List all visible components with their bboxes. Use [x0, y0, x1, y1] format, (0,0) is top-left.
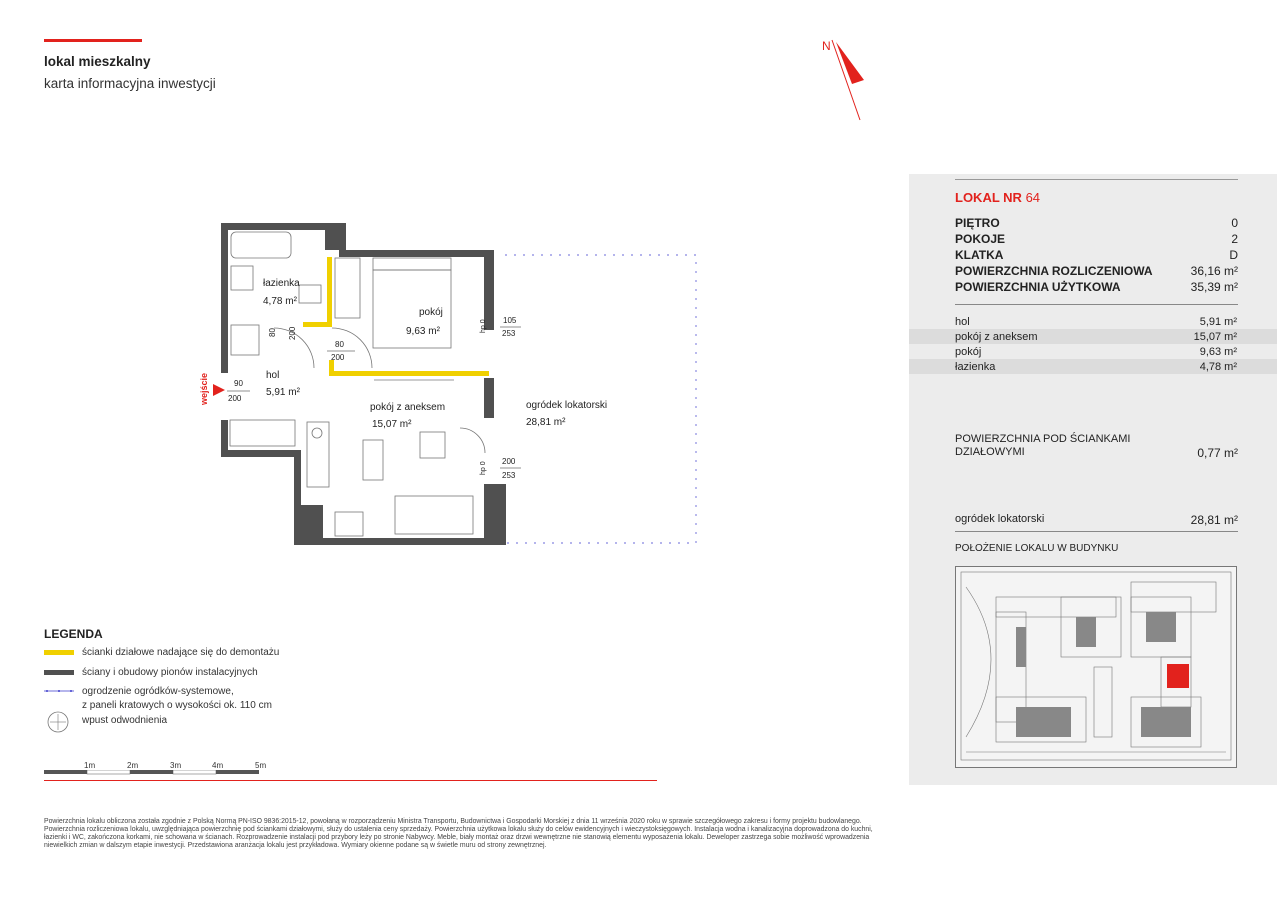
room-row-name: pokój z aneksem — [955, 330, 1038, 343]
compass-n-label: N — [822, 39, 831, 53]
lokal-number-heading — [955, 190, 1040, 205]
legend-drain-icon — [46, 710, 70, 734]
room-area-bedroom: 9,63 m² — [406, 326, 440, 337]
room-row-name: pokój — [955, 345, 982, 358]
room-area-garden: 28,81 m² — [526, 417, 566, 428]
partition-area-value: 0,77 m² — [1197, 446, 1238, 460]
entrance-label: wejście — [199, 372, 209, 405]
lokal-label: LOKAL NR — [955, 190, 1022, 205]
door-label-bath-top: 80 — [268, 328, 277, 337]
walls — [221, 223, 506, 545]
spec-row-staircase — [955, 248, 1238, 262]
spec-key: POKOJE — [955, 232, 1006, 246]
spec-row-billing-area — [955, 264, 1238, 278]
sofa — [395, 496, 473, 534]
table — [363, 440, 383, 480]
room-row-bathroom — [909, 359, 1277, 374]
garden-row — [955, 513, 1238, 527]
page-subtitle: karta informacyjna inwestycji — [44, 76, 216, 91]
spec-value: 0 — [1231, 216, 1238, 230]
partition-label-line-2: DZIAŁOWYMI — [955, 446, 1025, 458]
partition-area-row — [955, 446, 1238, 460]
legend-swatch-partition — [44, 650, 74, 655]
partition-label-line-1: POWIERZCHNIA POD ŚCIANKAMI — [955, 433, 1131, 445]
room-row-bedroom — [909, 344, 1277, 359]
north-arrow-icon — [818, 34, 870, 124]
spec-row-floor — [955, 216, 1238, 230]
legend-item-fence-1: ogrodzenie ogródków-systemowe, — [82, 686, 234, 697]
window-label-2-bottom: 253 — [502, 471, 516, 480]
room-name-hall: hol — [266, 370, 280, 381]
spec-value: 35,39 m² — [1190, 280, 1238, 294]
entrance-arrow-icon — [213, 384, 225, 396]
room-row-name: łazienka — [955, 360, 996, 373]
window-label-2-top: 200 — [502, 457, 516, 466]
room-row-area: 5,91 m² — [1199, 315, 1237, 328]
scale-label-4m: 4m — [212, 761, 224, 770]
garden-value: 28,81 m² — [1190, 513, 1238, 527]
room-name-living: pokój z aneksem — [370, 402, 446, 413]
door-label-room-top: 80 — [335, 340, 344, 349]
storage — [230, 420, 295, 446]
room-row-area: 15,07 m² — [1193, 330, 1237, 343]
legend-title: LEGENDA — [44, 627, 103, 641]
scale-label-3m: 3m — [170, 761, 182, 770]
spec-key: PIĘTRO — [955, 216, 1000, 230]
door-label-bath-bottom: 200 — [288, 326, 297, 340]
door-label-entry-top: 90 — [234, 379, 243, 388]
spec-value: D — [1229, 248, 1238, 262]
spec-key: POWIERZCHNIA UŻYTKOWA — [955, 280, 1121, 294]
room-row-hall — [909, 314, 1277, 329]
door-label-room-bottom: 200 — [331, 353, 345, 362]
scale-bar — [44, 770, 264, 776]
lokal-location-marker — [1167, 664, 1189, 688]
window-hp-1: hp 0 — [480, 319, 487, 333]
garden-fence — [505, 255, 696, 543]
spec-row-rooms — [955, 232, 1238, 246]
legend-fence-icon — [44, 688, 74, 694]
bathtub — [231, 232, 291, 258]
toilet — [299, 285, 321, 303]
legend-item-partition: ścianki działowe nadające się do demontażu — [82, 647, 280, 658]
spec-key: KLATKA — [955, 248, 1004, 262]
partition-area-label — [955, 433, 1238, 445]
building-location-map — [955, 566, 1237, 768]
footer-accent-rule — [44, 780, 657, 781]
divider — [955, 304, 1238, 305]
window-label-1-top: 105 — [503, 316, 517, 325]
window-hp-2: hp 0 — [480, 461, 487, 475]
window-label-1-bottom: 253 — [502, 329, 516, 338]
kitchen-counter — [307, 422, 329, 487]
header-accent-rule — [44, 39, 142, 42]
armchair — [420, 432, 445, 458]
floor-plan — [195, 220, 710, 550]
spec-value: 36,16 m² — [1190, 264, 1238, 278]
room-area-bathroom: 4,78 m² — [263, 296, 297, 307]
panel-top-rule — [955, 179, 1238, 180]
legend-item-wall: ściany i obudowy pionów instalacyjnych — [82, 667, 258, 678]
legend-swatch-wall — [44, 670, 74, 675]
divider — [955, 531, 1238, 532]
room-row-area: 4,78 m² — [1199, 360, 1237, 373]
wardrobe — [335, 258, 360, 318]
room-row-area: 9,63 m² — [1199, 345, 1237, 358]
room-name-bathroom: łazienka — [263, 278, 300, 289]
scale-label-1m: 1m — [84, 761, 96, 770]
lokal-number: 64 — [1025, 190, 1041, 205]
door-label-entry-bottom: 200 — [228, 394, 242, 403]
spec-row-usable-area — [955, 280, 1238, 294]
location-title — [955, 543, 1238, 554]
shower-cabinet — [231, 325, 259, 355]
spec-key: POWIERZCHNIA ROZLICZENIOWA — [955, 264, 1153, 278]
floor-drain-icon — [312, 428, 322, 438]
legal-disclaimer: Powierzchnia lokalu obliczona została zgodnie z Polską Normą PN-ISO 9836:2015-12, powołaną w rozporządzeniu Ministra Transportu, Budownictwa i Gospodarki Morskiej z dnia 11 września 2020 roku w sprawie szczegółowego zakresu i formy projektu budowlanego. Powierzchnia rozliczeniowa lokalu, uwzględniająca powierzchnię pod ściankami działowymi, służy do ustalenia ceny sprzedaży. Powierzchnia użytkowa lokalu służy do celów ewidencyjnych i wieczystoksięgowych. Instalacja wodna i kanalizacyjna doprowadzona do kuchni, łazienki i WC, zakończona korkami, nie schowana w ścianach. Rozprowadzenie instalacji pod przybory leży po stronie Nabywcy. Meble, biały montaż oraz drzwi wewnętrzne nie stanowią elementu wyposażenia lokalu. Deweloper zastrzega sobie możliwość wprowadzenia niewielkich zmian w dalszym etapie inwestycji. Przedstawiona aranżacja lokalu jest przykładowa. Wymiary okienne podane są w świetle muru od strony zewnętrznej. — [44, 818, 873, 850]
room-area-hall: 5,91 m² — [266, 387, 300, 398]
cooktop — [335, 512, 363, 536]
scale-label-2m: 2m — [127, 761, 139, 770]
door-swing-terrace — [460, 428, 485, 453]
room-row-name: hol — [955, 315, 970, 328]
room-name-bedroom: pokój — [419, 307, 443, 318]
bed-headboard — [373, 258, 451, 270]
room-area-living: 15,07 m² — [372, 419, 412, 430]
washbasin — [231, 266, 253, 290]
site-plan-drawing — [956, 567, 1236, 767]
legend-item-fence-2: z paneli kratowych o wysokości ok. 110 cm — [82, 700, 272, 711]
location-title-text: POŁOŻENIE LOKALU W BUDYNKU — [955, 543, 1119, 554]
garden-label: ogródek lokatorski — [955, 513, 1045, 525]
scale-label-5m: 5m — [255, 761, 267, 770]
room-row-living — [909, 329, 1277, 344]
page-title: lokal mieszkalny — [44, 54, 151, 69]
room-name-garden: ogródek lokatorski — [526, 400, 608, 411]
spec-value: 2 — [1231, 232, 1238, 246]
legend-item-drain: wpust odwodnienia — [82, 715, 168, 726]
